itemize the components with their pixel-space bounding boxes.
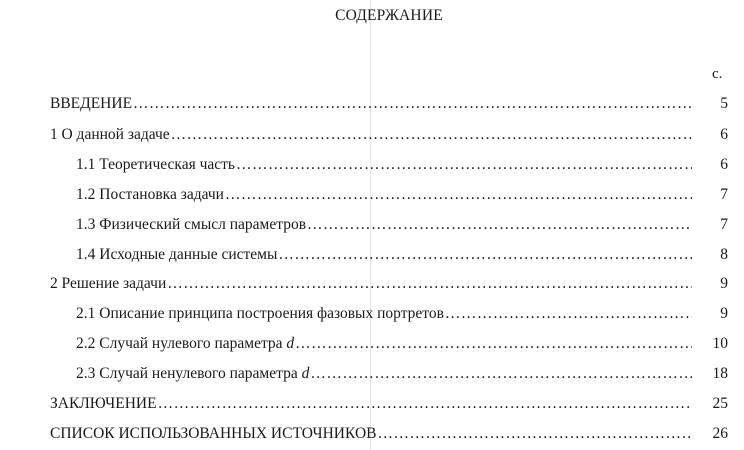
toc-entry-number: 2 — [50, 275, 58, 292]
toc-entry-page: 9 — [720, 275, 728, 292]
toc-leader-dots — [235, 154, 692, 176]
toc-entry-page: 8 — [720, 246, 728, 263]
toc-entry-page: 5 — [720, 95, 728, 112]
toc-entry-section-1-1[interactable] — [76, 154, 692, 176]
toc-entry-page: 25 — [712, 395, 728, 412]
toc-leader-dots — [132, 93, 692, 115]
toc-leader-dots — [306, 214, 692, 236]
toc-entry-chapter-1[interactable] — [50, 124, 692, 146]
toc-leader-dots — [170, 124, 692, 146]
toc-leader-dots — [157, 393, 692, 415]
toc-leader-dots — [376, 423, 692, 445]
toc-entry-label: Решение задачи — [61, 275, 167, 292]
toc-entry-page: 6 — [720, 156, 728, 173]
toc-entry-introduction[interactable] — [50, 93, 692, 115]
toc-entry-label-variable: d — [301, 365, 310, 382]
toc-leader-dots — [309, 363, 692, 385]
toc-entry-label: 1.3 Физический смысл параметров — [76, 216, 307, 233]
toc-entry-section-2-1[interactable] — [76, 303, 692, 325]
toc-entry-section-1-3[interactable] — [76, 214, 692, 236]
toc-leader-dots — [224, 184, 692, 206]
page-column-header: с. — [712, 66, 723, 82]
toc-entry-label: ВВЕДЕНИЕ — [50, 95, 133, 112]
toc-entry-section-1-2[interactable] — [76, 184, 692, 206]
toc-entry-label-text: 2.2 Случай нулевого параметра — [76, 335, 287, 352]
toc-entry-label-variable: d — [286, 335, 295, 352]
toc-entry-section-1-4[interactable] — [76, 244, 692, 266]
toc-entry-page: 18 — [712, 365, 728, 382]
toc-entry-label: 2.1 Описание принципа построения фазовых портретов — [76, 305, 444, 322]
toc-entry-section-2-2[interactable] — [76, 333, 692, 355]
toc-entry-label: СПИСОК ИСПОЛЬЗОВАННЫХ ИСТОЧНИКОВ — [50, 425, 377, 442]
toc-entry-chapter-2[interactable] — [50, 273, 692, 295]
toc-entry-label: О данной задаче — [61, 126, 170, 143]
toc-entry-page: 26 — [712, 425, 728, 442]
toc-leader-dots — [277, 244, 692, 266]
toc-entry-label: 1.4 Исходные данные системы — [76, 246, 278, 263]
toc-entry-page: 7 — [720, 186, 728, 203]
page-title: СОДЕРЖАНИЕ — [335, 7, 443, 24]
toc-entry-label: 1.2 Постановка задачи — [76, 186, 224, 203]
toc-entry-label: 1.1 Теоретическая часть — [76, 156, 235, 173]
toc-leader-dots — [444, 303, 692, 325]
toc-leader-dots — [294, 333, 692, 355]
toc-entry-page: 7 — [720, 216, 728, 233]
toc-entry-label: ЗАКЛЮЧЕНИЕ — [50, 395, 157, 412]
toc-entry-page: 6 — [720, 126, 728, 143]
toc-entry-section-2-3[interactable] — [76, 363, 692, 385]
toc-leader-dots — [166, 273, 692, 295]
toc-entry-label — [76, 363, 309, 385]
toc-entry-number: 1 — [50, 126, 58, 143]
toc-entry-page: 9 — [720, 305, 728, 322]
toc-entry-label — [76, 333, 294, 355]
toc-entry-references[interactable] — [50, 423, 692, 445]
toc-entry-page: 10 — [712, 335, 728, 352]
toc-entry-label-text: 2.3 Случай ненулевого параметра — [76, 365, 302, 382]
toc-entry-conclusion[interactable] — [50, 393, 692, 415]
